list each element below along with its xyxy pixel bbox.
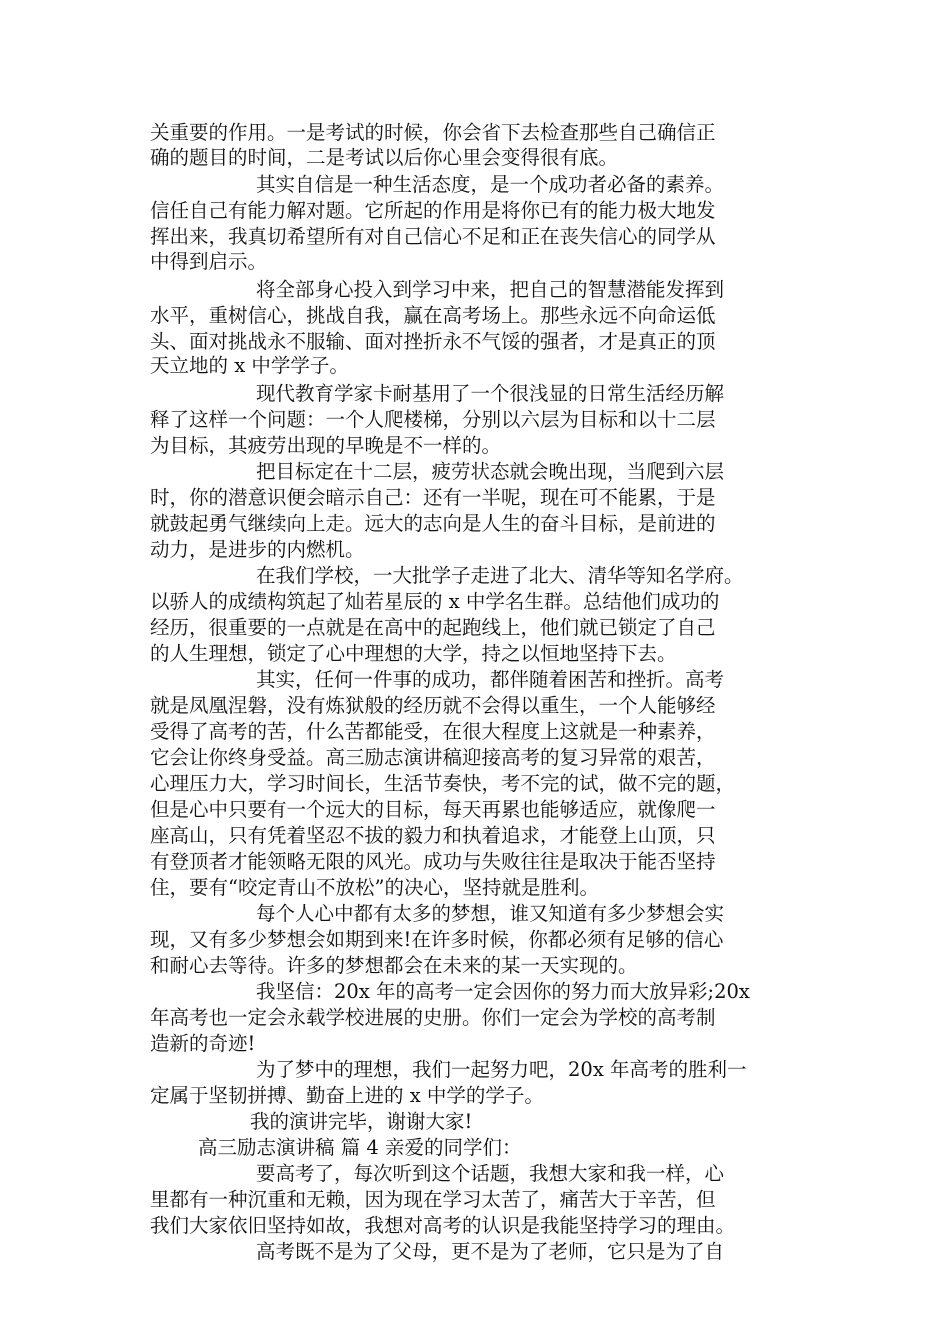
text-line: 经历，很重要的一点就是在高中的起跑线上，他们就已锁定了自己 [150,616,716,639]
text-line: 要高考了，每次听到这个话题，我想大家和我一样，心 [256,1162,725,1185]
text-line: 其实，任何一件事的成功，都伴随着困苦和挫折。高考 [256,668,725,691]
text-line: 将全部身心投入到学习中来，把自己的智慧潜能发挥到 [256,278,725,301]
text-line: 释了这样一个问题：一个人爬楼梯，分别以六层为目标和以十二层 [150,408,716,431]
text-line: 但是心中只要有一个远大的目标，每天再累也能够适应，就像爬一 [150,798,716,821]
text-line: 定属于坚韧拼搏、勤奋上进的 x 中学的学子。 [150,1084,544,1107]
text-line: 信任自己有能力解对题。它所起的作用是将你已有的能力极大地发 [150,199,716,222]
text-line: 里都有一种沉重和无赖，因为现在学习太苦了，痛苦大于辛苦，但 [150,1188,716,1211]
text-line: 心理压力大，学习时间长，生活节奏快，考不完的试，做不完的题， [150,772,736,795]
text-line: 有登顶者才能领略无限的风光。成功与失败往往是取决于能否坚持 [150,850,716,873]
text-line: 每个人心中都有太多的梦想，谁又知道有多少梦想会实 [256,902,725,925]
text-line: 就鼓起勇气继续向上走。远大的志向是人生的奋斗目标，是前进的 [150,512,716,535]
text-line: 受得了高考的苦，什么苦都能受，在很大程度上这就是一种素养， [150,720,716,743]
text-line: 中得到启示。 [150,250,268,273]
text-line: 为了梦中的理想，我们一起努力吧，20x 年高考的胜利一 [256,1058,747,1081]
text-line: 住，要有“咬定青山不放松”的决心，坚持就是胜利。 [150,876,599,899]
text-line: 现，又有多少梦想会如期到来!在许多时候，你都必须有足够的信心 [150,928,724,951]
text-line: 动力，是进步的内燃机。 [150,538,365,561]
section-heading: 高三励志演讲稿 篇 4 亲爱的同学们： [198,1136,522,1159]
text-line: 确的题目的时间，二是考试以后你心里会变得很有底。 [150,146,619,169]
text-line: 把目标定在十二层，疲劳状态就会晚出现，当爬到六层 [256,460,725,483]
text-line: 座高山，只有凭着坚忍不拔的毅力和执着追求，才能登上山顶，只 [150,824,716,847]
text-line: 头、面对挑战永不服输、面对挫折永不气馁的强者，才是真正的顶 [150,330,716,353]
text-line: 就是凤凰涅磐，没有炼狱般的经历就不会得以重生，一个人能够经 [150,694,716,717]
text-line: 挥出来，我真切希望所有对自己信心不足和正在丧失信心的同学从 [150,225,716,248]
text-line: 天立地的 x 中学学子。 [150,354,349,377]
text-line: 和耐心去等待。许多的梦想都会在未来的某一天实现的。 [150,954,638,977]
text-line: 我坚信：20x 年的高考一定会因你的努力而大放异彩;20x [256,980,750,1003]
text-line: 在我们学校，一大批学子走进了北大、清华等知名学府。 [256,564,744,587]
text-line: 以骄人的成绩构筑起了灿若星辰的 x 中学名生群。总结他们成功的 [150,590,720,613]
text-line: 的人生理想，锁定了心中理想的大学，持之以恒地坚持下去。 [150,642,677,665]
text-line: 年高考也一定会永载学校进展的史册。你们一定会为学校的高考制 [150,1006,716,1029]
text-line: 造新的奇迹! [150,1032,256,1055]
text-line: 关重要的作用。一是考试的时候，你会省下去检查那些自己确信正 [150,121,716,144]
text-line: 现代教育学家卡耐基用了一个很浅显的日常生活经历解 [256,382,725,405]
text-line: 高考既不是为了父母，更不是为了老师，它只是为了自 [256,1240,725,1263]
text-line: 其实自信是一种生活态度，是一个成功者必备的素养。 [256,173,725,196]
text-line: 它会让你终身受益。高三励志演讲稿迎接高考的复习异常的艰苦， [150,746,716,769]
text-line: 水平，重树信心，挑战自我，赢在高考场上。那些永远不向命运低 [150,304,716,327]
text-line: 为目标，其疲劳出现的早晚是不一样的。 [150,434,502,457]
text-line: 我的演讲完毕，谢谢大家! [250,1110,473,1133]
text-line: 我们大家依旧坚持如故，我想对高考的认识是我能坚持学习的理由。 [150,1214,736,1237]
text-line: 时，你的潜意识便会暗示自己：还有一半呢，现在可不能累，于是 [150,486,716,509]
